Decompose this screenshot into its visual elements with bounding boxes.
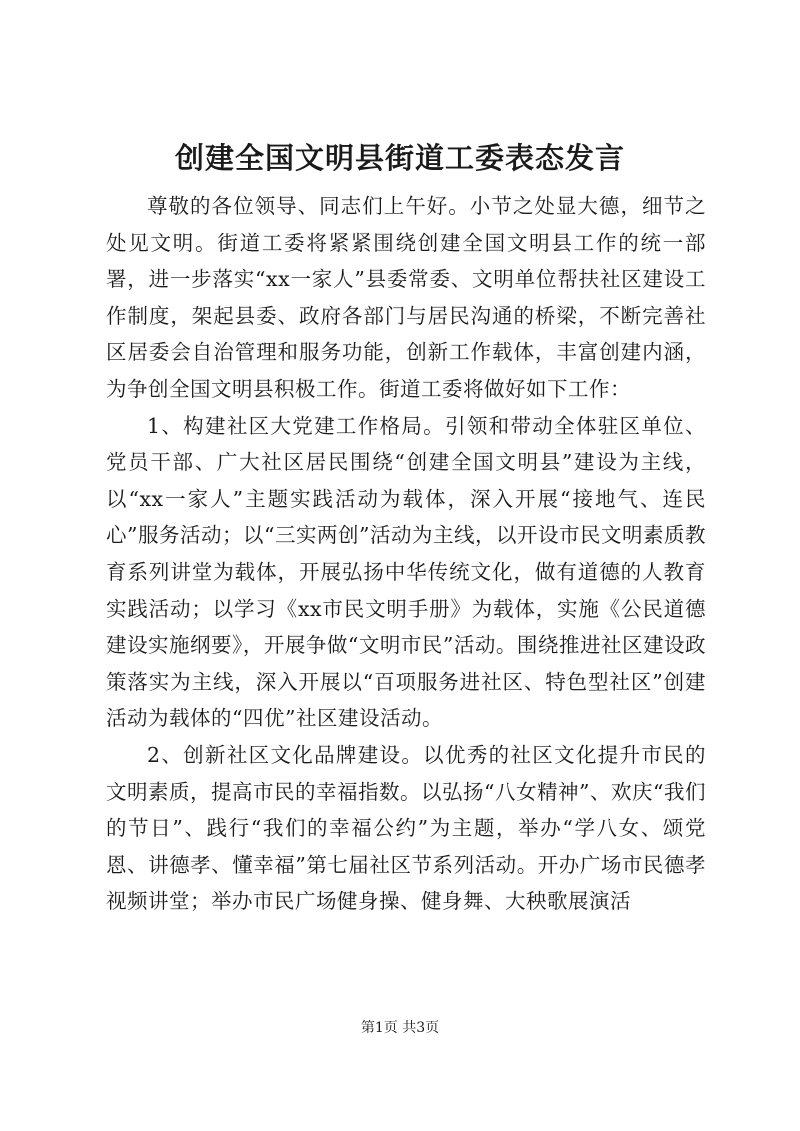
paragraph-item-1: 1、构建社区大党建工作格局。引领和带动全体驻区单位、党员干部、广大社区居民围绕“创建全国文明县”建设为主线，以“xx一家人”主题实践活动为载体，深入开展“接地气、连民心”服务活动；以“三实两创”活动为主线，以开设市民文明素质教育系列讲堂为载体，开展弘扬中华传统文化，做有道德的人教育实践活动；以学习《xx市民文明手册》为载体，实施《公民道德建设实施纲要》，开展争做“文明市民”活动。围绕推进社区建设政策落实为主线，深入开展以“百项服务进社区、特色型社区”创建活动为载体的“四优”社区建设活动。	[106, 413, 706, 731]
paragraph-intro: 尊敬的各位领导、同志们上午好。小节之处显大德，细节之处见文明。街道工委将紧紧围绕创建全国文明县工作的统一部署，进一步落实“xx一家人”县委常委、文明单位帮扶社区建设工作制度，架起县委、政府各部门与居民沟通的桥梁，不断完善社区居委会自治管理和服务功能，创新工作载体，丰富创建内涵，为争创全国文明县积极工作。街道工委将做好如下工作：	[106, 194, 706, 401]
paragraph-item-2: 2、创新社区文化品牌建设。以优秀的社区文化提升市民的文明素质，提高市民的幸福指数。以弘扬“八女精神”、欢庆“我们的节日”、践行“我们的幸福公约”为主题，举办“学八女、颂党恩、讲德孝、懂幸福”第七届社区节系列活动。开办广场市民德孝视频讲堂；举办市民广场健身操、健身舞、大秧歌展演活	[106, 742, 706, 914]
page-footer: 第1页 共3页	[360, 1020, 440, 1036]
document-title: 创建全国文明县街道工委表态发言	[174, 141, 625, 175]
document-body	[106, 188, 706, 920]
